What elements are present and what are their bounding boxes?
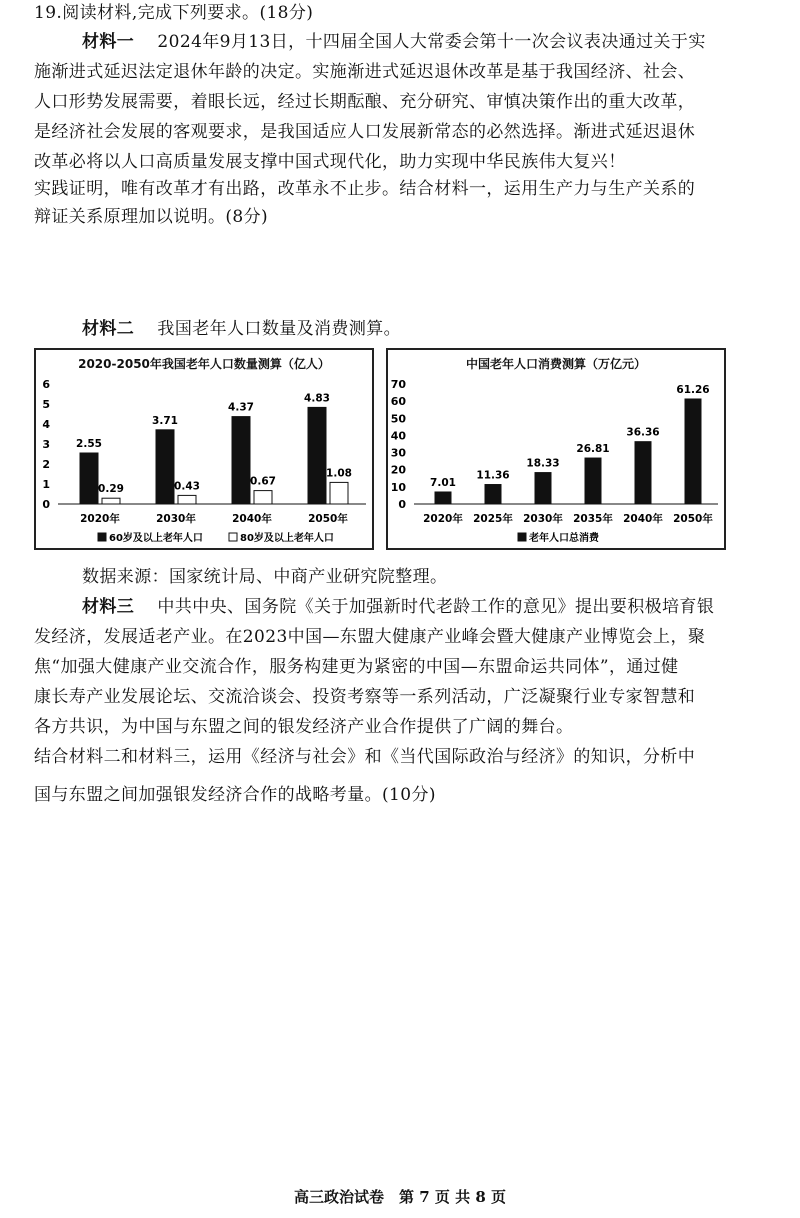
- data-label: 4.83: [304, 392, 330, 405]
- x-tick-label: 2040年: [623, 513, 663, 525]
- material-three-label: 材料三: [82, 597, 135, 617]
- y-tick-label: 6: [42, 378, 50, 391]
- chart-2-title: 中国老年人口消费测算（万亿元）: [465, 357, 646, 371]
- bar: [685, 399, 701, 504]
- legend-swatch: [518, 533, 526, 541]
- data-label: 26.81: [576, 443, 610, 456]
- elderly-population-chart: [34, 348, 374, 550]
- data-label: 0.67: [250, 475, 276, 488]
- material-three-line-4: 康长寿产业发展论坛、交流洽谈会、投资考察等一系列活动，广泛凝聚行业专家智慧和: [34, 687, 696, 707]
- x-tick-label: 2030年: [156, 513, 196, 525]
- x-tick-label: 2050年: [673, 513, 713, 525]
- bar: [585, 458, 601, 504]
- x-tick-label: 2040年: [232, 513, 272, 525]
- y-tick-label: 1: [42, 478, 50, 491]
- y-tick-label: 5: [42, 398, 50, 411]
- data-label: 0.43: [174, 480, 200, 493]
- bar: [156, 430, 174, 504]
- y-tick-label: 50: [390, 412, 406, 426]
- page-footer: 高三政治试卷 第 7 页 共 8 页: [294, 1188, 506, 1206]
- material-three-line-5: 各方共识，为中国与东盟之间的银发经济产业合作提供了广阔的舞台。: [34, 717, 574, 737]
- question-two-line-1: 结合材料二和材料三，运用《经济与社会》和《当代国际政治与经济》的知识，分析中: [34, 747, 696, 767]
- material-two-label: 材料二: [82, 319, 135, 339]
- bar: [80, 453, 98, 504]
- data-label: 0.29: [98, 483, 124, 496]
- data-label: 18.33: [526, 457, 560, 470]
- material-one-label: 材料一: [82, 32, 135, 52]
- bar: [435, 492, 451, 504]
- y-tick-label: 20: [390, 463, 406, 477]
- material-three-line-3: 焦“加强大健康产业交流合作，服务构建更为紧密的中国—东盟命运共同体”，通过健: [34, 657, 679, 677]
- y-tick-label: 40: [390, 429, 406, 443]
- data-label: 2.55: [76, 438, 102, 450]
- question-one-line-2: 辩证关系原理加以说明。(8分): [34, 207, 269, 227]
- bar: [254, 491, 272, 504]
- data-label: 11.36: [476, 469, 510, 482]
- data-label: 1.08: [326, 467, 352, 480]
- material-three-text-1: 中共中央、国务院《关于加强新时代老龄工作的意见》提出要积极培育银: [157, 597, 715, 617]
- y-tick-label: 70: [390, 378, 406, 391]
- bar: [485, 485, 501, 504]
- y-tick-label: 4: [42, 418, 50, 431]
- legend-label: 老年人口总消费: [529, 533, 599, 544]
- x-tick-label: 2020年: [80, 513, 120, 525]
- bar: [535, 473, 551, 504]
- y-tick-label: 60: [390, 395, 406, 409]
- bar: [308, 407, 326, 504]
- data-label: 7.01: [430, 476, 456, 489]
- x-tick-label: 2020年: [423, 513, 463, 525]
- x-tick-label: 2035年: [573, 513, 613, 525]
- y-tick-label: 10: [390, 480, 406, 494]
- bar: [232, 417, 250, 504]
- bar: [330, 482, 348, 504]
- material-two-line: [82, 314, 401, 339]
- y-tick-label: 3: [42, 438, 50, 451]
- legend-swatch: [229, 533, 237, 541]
- legend-swatch: [98, 533, 106, 541]
- material-one-line-2: 施渐进式延迟法定退休年龄的决定。实施渐进式延迟退休改革是基于我国经济、社会、: [34, 62, 696, 82]
- y-tick-label: 2: [42, 458, 50, 471]
- y-tick-label: 30: [390, 446, 406, 460]
- material-one-line-5: 改革必将以人口高质量发展支撑中国式现代化，助力实现中华民族伟大复兴！: [34, 152, 626, 172]
- x-tick-label: 2050年: [308, 513, 348, 525]
- bar: [178, 495, 196, 504]
- material-two-text: 我国老年人口数量及消费测算。: [157, 319, 402, 339]
- material-one-line-3: 人口形势发展需要，着眼长远，经过长期酝酿、充分研究、审慎决策作出的重大改革，: [34, 92, 696, 112]
- chart-2-svg: [388, 350, 724, 548]
- data-label: 36.36: [626, 426, 660, 439]
- material-one-line-1: [82, 27, 706, 52]
- data-label: 61.26: [676, 383, 710, 396]
- chart-1-title: 2020-2050年我国老年人口数量测算（亿人）: [78, 357, 330, 371]
- question-one-line-1: 实践证明，唯有改革才有出路，改革永不止步。结合材料一，运用生产力与生产关系的: [34, 179, 696, 199]
- data-label: 3.71: [152, 414, 178, 427]
- material-three-line-1: [82, 592, 714, 617]
- legend-label: 60岁及以上老年人口: [109, 533, 203, 544]
- legend-label: 80岁及以上老年人口: [240, 533, 334, 544]
- question-two-line-2: 国与东盟之间加强银发经济合作的战略考量。(10分): [34, 785, 436, 805]
- material-one-line-4: 是经济社会发展的客观要求，是我国适应人口发展新常态的必然选择。渐进式延迟退休: [34, 122, 696, 142]
- x-tick-label: 2025年: [473, 513, 513, 525]
- question-header: 19.阅读材料,完成下列要求。(18分): [34, 3, 314, 23]
- y-tick-label: 0: [398, 498, 406, 511]
- elderly-consumption-chart: [386, 348, 726, 550]
- data-source: 数据来源：国家统计局、中商产业研究院整理。: [82, 567, 448, 587]
- bar: [102, 498, 120, 504]
- material-one-text-1: 2024年9月13日，十四届全国人大常委会第十一次会议表决通过关于实: [157, 32, 706, 52]
- x-tick-label: 2030年: [523, 513, 563, 525]
- y-tick-label: 0: [42, 498, 50, 511]
- bar: [635, 442, 651, 504]
- chart-1-svg: [36, 350, 372, 548]
- material-three-line-2: 发经济，发展适老产业。在2023中国—东盟大健康产业峰会暨大健康产业博览会上，聚: [34, 627, 706, 647]
- data-label: 4.37: [228, 401, 254, 414]
